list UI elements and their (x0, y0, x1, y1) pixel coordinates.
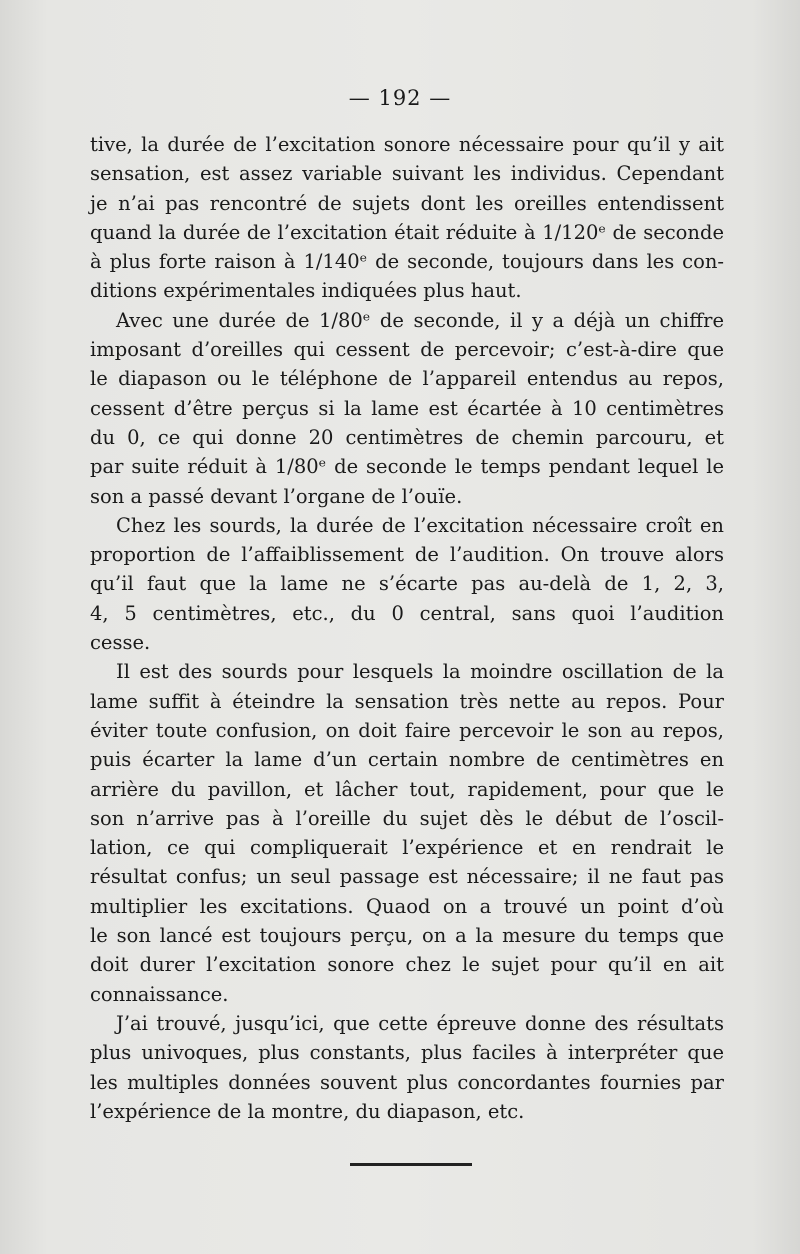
text-line: connaissance. (90, 982, 229, 1006)
text-line: puis écarter la lame d’un certain nombre de centimètres en (90, 748, 724, 772)
text-line: le diapason ou le téléphone de l’appareil entendus au repos, (90, 367, 724, 391)
text-line: multiplier les excitations. Quaod on a trouvé un point d’où (90, 894, 724, 918)
text-line: lame suffit à éteindre la sensation très nette au repos. Pour (90, 689, 724, 713)
text-line: Il est des sourds pour lesquels la moindre oscillation de la (116, 660, 724, 684)
text-line: son a passé devant l’organe de l’ouïe. (90, 484, 463, 508)
text-line: imposant d’oreilles qui cessent de percevoir; c’est-à-dire que (90, 338, 724, 362)
text-line: 4, 5 centimètres, etc., du 0 central, sans quoi l’audition (90, 601, 724, 625)
text-line: résultat confus; un seul passage est nécessaire; il ne faut pas (90, 865, 724, 889)
text-line: Avec une durée de 1/80ᵉ de seconde, il y a déjà un chiffre (116, 308, 724, 332)
text-line: doit durer l’excitation sonore chez le sujet pour qu’il en ait (90, 953, 724, 977)
text-line: éviter toute confusion, on doit faire percevoir le son au repos, (90, 718, 724, 742)
text-line: lation, ce qui compliquerait l’expérience et en rendrait le (90, 836, 724, 860)
text-line: proportion de l’affaiblissement de l’audition. On trouve alors (90, 543, 724, 567)
text-line: je n’ai pas rencontré de sujets dont les oreilles entendissent (90, 191, 724, 215)
body-text (90, 130, 724, 1126)
text-line: à plus forte raison à 1/140ᵉ de seconde, toujours dans les con- (90, 250, 724, 274)
text-line: l’expérience de la montre, du diapason, etc. (90, 1099, 525, 1123)
paragraph (90, 306, 724, 511)
closing-rule (350, 1163, 472, 1166)
text-line: les multiples données souvent plus concordantes fournies par (90, 1070, 724, 1094)
text-line: par suite réduit à 1/80ᵉ de seconde le temps pendant lequel le (90, 455, 724, 479)
paragraph (90, 1009, 724, 1126)
text-line: J’ai trouvé, jusqu’ici, que cette épreuve donne des résultats (116, 1011, 724, 1035)
paragraph (90, 511, 724, 657)
text-line: tive, la durée de l’excitation sonore nécessaire pour qu’il y ait (90, 133, 724, 156)
text-line: plus univoques, plus constants, plus faciles à interpréter que (90, 1041, 724, 1065)
paragraph (90, 130, 724, 306)
text-line: Chez les sourds, la durée de l’excitation nécessaire croît en (116, 513, 724, 537)
page-number: — 192 — (348, 86, 452, 110)
text-line: le son lancé est toujours perçu, on a la mesure du temps que (90, 924, 724, 948)
text-line: qu’il faut que la lame ne s’écarte pas au-delà de 1, 2, 3, (90, 572, 724, 596)
text-line: ditions expérimentales indiquées plus haut. (90, 279, 522, 303)
text-line: cesse. (90, 631, 151, 655)
text-line: son n’arrive pas à l’oreille du sujet dès le début de l’oscil- (90, 806, 724, 830)
text-line: du 0, ce qui donne 20 centimètres de chemin parcouru, et (90, 425, 724, 449)
text-line: quand la durée de l’excitation était réduite à 1/120ᵉ de seconde (90, 220, 724, 244)
text-line: cessent d’être perçus si la lame est écartée à 10 centimètres (90, 396, 724, 420)
paragraph (90, 657, 724, 1009)
text-line: sensation, est assez variable suivant les individus. Cependant (90, 162, 724, 186)
text-line: arrière du pavillon, et lâcher tout, rapidement, pour que le (90, 777, 724, 801)
